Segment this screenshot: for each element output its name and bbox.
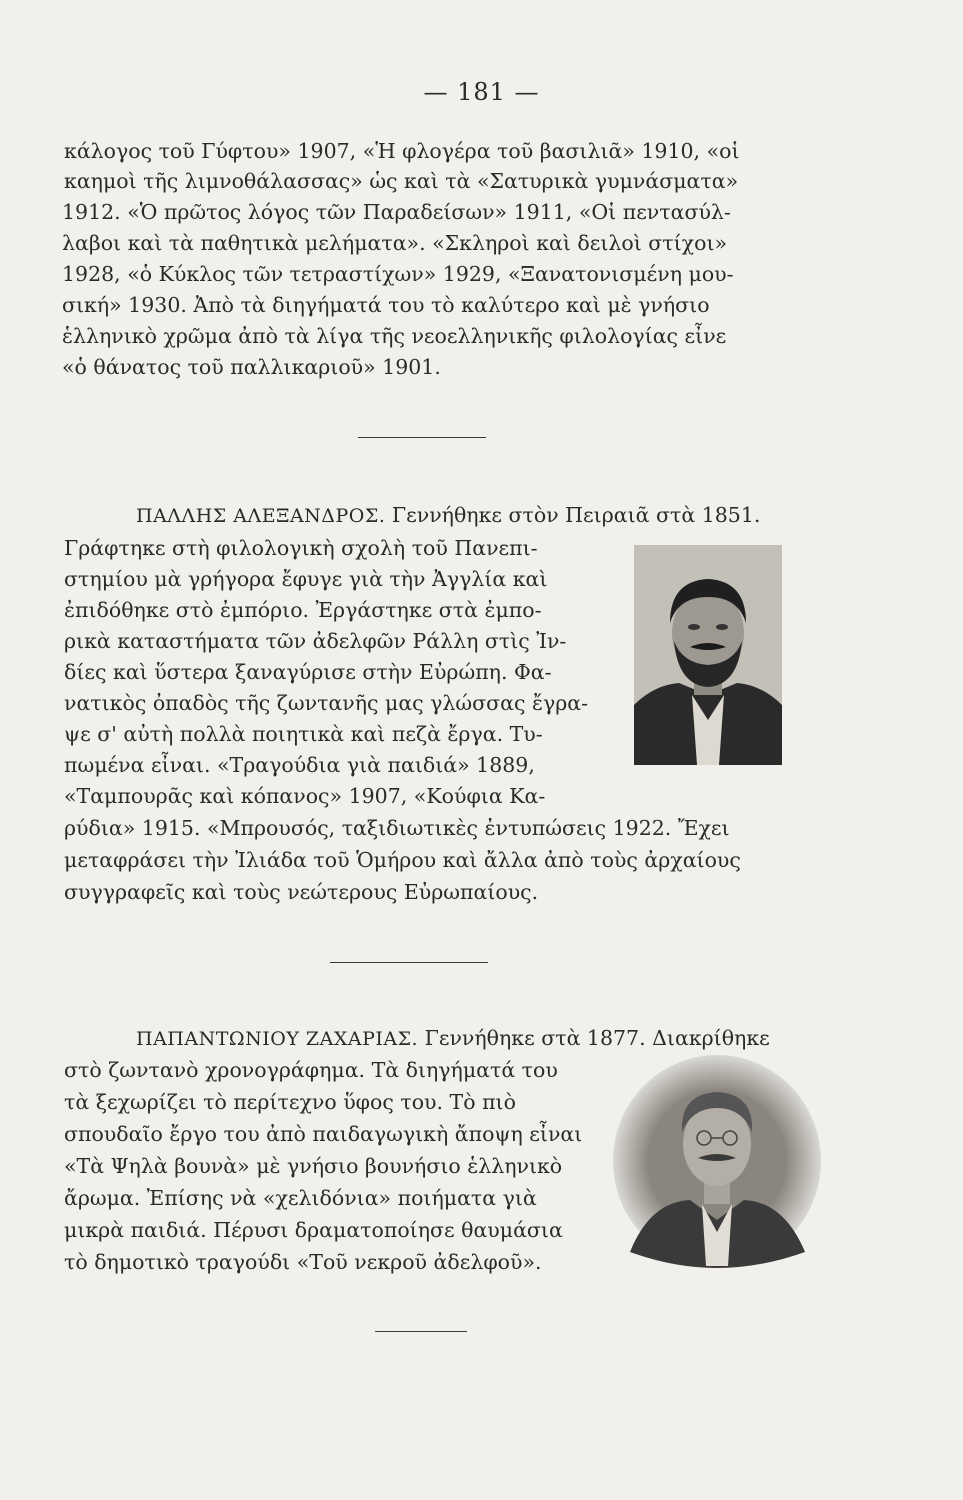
entry-name: ΠΑΠΑΝΤΩΝΙΟΥ ΖΑΧΑΡΙΑΣ. (136, 1028, 419, 1050)
text-line: ἐπιδόθηκε στὸ ἐμπόριο. Ἐργάστηκε στὰ ἐμπο- (64, 598, 542, 622)
text-line: πωμένα εἶναι. «Τραγούδια γιὰ παιδιά» 1889, (64, 753, 535, 777)
text-line: στημίου μὰ γρήγορα ἔφυγε γιὰ τὴν Ἀγγλία καὶ (64, 567, 548, 591)
text-line: ἑλληνικὸ χρῶμα ἀπὸ τὰ λίγα τῆς νεοελληνικῆς φιλολογίας εἶνε (62, 324, 727, 348)
text-line: στὸ ζωντανὸ χρονογράφημα. Τὰ διηγήματά του (64, 1058, 558, 1082)
entry-heading (136, 1023, 770, 1054)
entry-birth: Γεννήθηκε στὸν Πειραιᾶ στὰ 1851. (391, 503, 761, 527)
text-line: 1912. «Ὁ πρῶτος λόγος τῶν Παραδείσων» 1911, «Οἱ πεντασύλ- (62, 200, 731, 224)
page-number: — 181 — (423, 78, 540, 106)
entry-heading (136, 500, 760, 531)
text-line: Γράφτηκε στὴ φιλολογικὴ σχολὴ τοῦ Πανεπι- (64, 536, 538, 560)
portrait-image (610, 1052, 825, 1270)
text-line: μεταφράσει τὴν Ἰλιάδα τοῦ Ὁμήρου καὶ ἄλλα ἀπὸ τοὺς ἀρχαίους (64, 848, 741, 872)
text-line: τὰ ξεχωρίζει τὸ περίτεχνο ὕφος του. Τὸ πιὸ (64, 1090, 516, 1114)
text-line: καημοὶ τῆς λιμνοθάλασσας» ὡς καὶ τὰ «Σατυρικὰ γυμνάσματα» (64, 169, 739, 193)
text-line: συγγραφεῖς καὶ τοὺς νεώτερους Εὐρωπαίους. (64, 880, 539, 904)
text-line: μικρὰ παιδιά. Πέρυσι δραματοποίησε θαυμάσια (64, 1218, 563, 1242)
text-line: «Τὰ Ψηλὰ βουνὰ» μὲ γνήσιο βουνήσιο ἑλληνικὸ (64, 1154, 563, 1178)
section-divider (375, 1331, 467, 1332)
portrait-image (634, 545, 782, 765)
portrait-photo-pallis (634, 545, 782, 765)
text-line: 1928, «ὁ Κύκλος τῶν τετραστίχων» 1929, «Ξανατονισμένη μου- (62, 262, 734, 286)
text-line: τὸ δημοτικὸ τραγούδι «Τοῦ νεκροῦ ἀδελφοῦ». (64, 1250, 542, 1274)
portrait-photo-papantoniou (610, 1052, 825, 1270)
text-line: λαβοι καὶ τὰ παθητικὰ μελήματα». «Σκληροὶ καὶ δειλοὶ στίχοι» (62, 231, 728, 255)
text-line: ἄρωμα. Ἐπίσης νὰ «χελιδόνια» ποιήματα γιὰ (64, 1186, 537, 1210)
text-line: ρύδια» 1915. «Μπρουσός, ταξιδιωτικὲς ἐντυπώσεις 1922. Ἔχει (64, 816, 730, 840)
text-line: «Ταμπουρᾶς καὶ κόπανος» 1907, «Κούφια Κα- (64, 784, 546, 808)
section-divider (330, 962, 488, 963)
text-line: νατικὸς ὀπαδὸς τῆς ζωντανῆς μας γλώσσας ἔγρα- (64, 691, 589, 715)
text-line: ρικὰ καταστήματα τῶν ἀδελφῶν Ράλλη στὶς Ἰν- (64, 629, 567, 653)
entry-birth: Γεννήθηκε στὰ 1877. Διακρίθηκε (424, 1026, 770, 1050)
text-line: σική» 1930. Ἀπὸ τὰ διηγήματά του τὸ καλύτερο καὶ μὲ γνήσιο (62, 293, 710, 317)
text-line: δίες καὶ ὕστερα ξαναγύρισε στὴν Εὐρώπη. Φα- (64, 660, 552, 684)
text-line: «ὁ θάνατος τοῦ παλλικαριοῦ» 1901. (62, 355, 441, 379)
entry-name: ΠΑΛΛΗΣ ΑΛΕΞΑΝΔΡΟΣ. (136, 505, 386, 527)
text-line: σπουδαῖο ἔργο του ἀπὸ παιδαγωγικὴ ἄποψη εἶναι (64, 1122, 583, 1146)
text-line: ψε σ' αὐτὴ πολλὰ ποιητικὰ καὶ πεζὰ ἔργα. Τυ- (64, 722, 543, 746)
text-line: κάλογος τοῦ Γύφτου» 1907, «Ἡ φλογέρα τοῦ βασιλιᾶ» 1910, «οἱ (64, 139, 740, 163)
section-divider (358, 437, 486, 438)
